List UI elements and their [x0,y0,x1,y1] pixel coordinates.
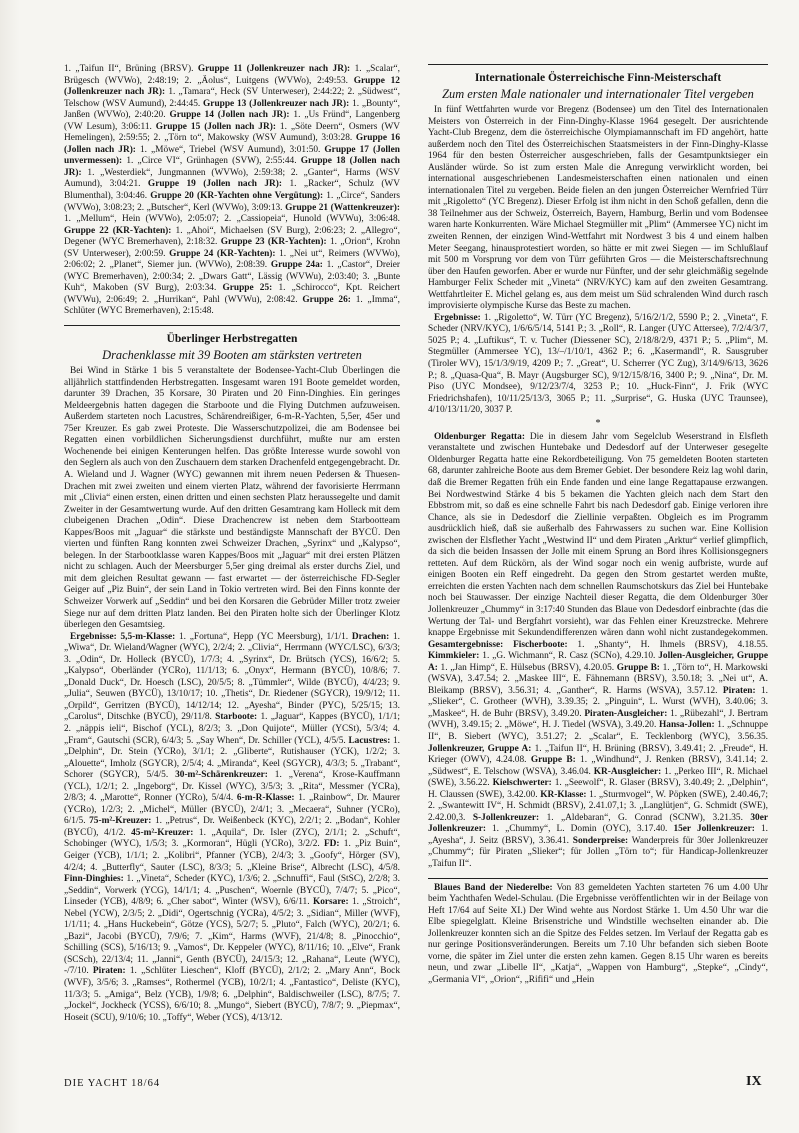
finn-meisterschaft-results [428,313,768,417]
class-label: Gruppe 14 (Jollen nach JR): [169,110,290,121]
result-text: 1. „Orion“, Krohn (SV Unterweser), 2:00:59. [64,237,401,259]
result-text: 1. „Mellum“, Hein (WVWo), 2:05:07; 2. „Cassiopeia“, Hunold (WVWu), 3:06:48. [64,214,400,225]
class-label: Jollen-Ausgleicher, Gruppe A: [428,651,768,673]
result-text: 1. „Ayesha“, J. Seitz (BRSV), 3.36.41. [428,824,768,846]
class-label: Gruppe 17 (Jollen unvermessen): [64,144,400,167]
result-text: 1. „Wiwa“, Dr. Wieland/Wagner (WYC), 2/2/4; 2. „Clivia“, Herrmann (WYC/LSC), 6/3/3; 3. „Odin“, Dr. Holleck (BYCÜ), 1/7/3; 4. „Syrinx“, Dr. Brütsch (YCS), 16/6/2; 5. „Kalypso“, Oberländer (YCRo), 11/1/13; 6. „Onyx“, Hermann (BYCÜ), 10/8/6; 7. „Donald Duck“, Dr. Hoesch (LSC), 20/5/5; 8. „Tümmler“, Wilde (BYCÜ), 4/4/23; 9. „Julia“, Seuwen (BYCÜ), 13/10/17; 10. „Thetis“, Dr. Riedener (SGYCR), 19/9/12; 11. „Orpild“, Gerritzen (BYCÜ), 14/12/14; 12. „Ayesha“, Binder (PYC), 5/25/15; 13. „Carolus“, Ditschke (BYCÜ), 29/11/8. [64,631,401,723]
herbstregatten-subheading: Drachenklasse mit 39 Booten am stärksten vertreten [102,348,362,363]
class-label: 45-m²-Kreuzer: [131,827,194,838]
result-text: 1. „Möwe“, Triebel (WSV Aumund), 3:01:50. [135,144,325,155]
result-text: 1. „Tamara“, Heck (SV Unterweser), 2:44:22; 2. „Südwest“, Telschow (WSV Aumund), 2:44:45. [64,87,400,109]
result-text: 1. „Verena“, Krose-Kauffmann (YCL), 1/2/1; 2. „Ingeborg“, Dr. Kissel (WYC), 3/5/3; 3. „Rita“, Messmer (YCRa), 2/8/3; 4. „Marotte“, Ronner (YCRo), 5/4/4. [64,770,401,804]
section-divider-top [428,64,768,65]
result-text: 1. „Piz Buin“, Geiger (YCB), 1/1/1; 2. „Kolibri“, Pfanner (YCB), 2/4/3; 3. „Goofy“, Hörger (SV), 4/2/4; 4. „Butterfly“, Sauter (LSC), 8/3/3; 5. „Kleine Brise“, Albrecht (LSC), 4/5/8. [64,839,400,873]
left-column [64,64,400,1024]
result-text: 1. „Us Fründ“, Langenberg (VW Lesum), 3:06:11. [64,110,400,132]
result-text: 1. „Circe“, Sanders (WVWo), 3:08:23; 2. „Butscher“, Kerl (WVWo), 3:09:13. [64,191,400,213]
result-text: 1. „Jan Himp“, E. Hülsebus (BRSV), 4.20.05. [437,662,617,673]
class-label: Piraten-Ausgleicher: [584,708,668,719]
class-label: Gruppe 22 (KR-Yachten): [64,225,172,236]
result-text: 1. „G. Wichmann“, R. Casz (SCNo), 4.29.10. [479,651,659,662]
class-label: 30-m²-Schärenkreuzer: [175,770,268,781]
class-label: Gruppe 25: [222,283,273,294]
result-text: 1. „Sturmvogel“, W. Pöpken (SWE), 2.40.46,7; 2. „Swantewitt IV“, H. Schmidt (BRSV), 2.41.07,1; 3. „Langlütjen“, G. Schmidt (SWE), 2.42.00,3. [428,789,768,823]
class-label: KR-Ausgleicher: [593,766,662,777]
result-text: 1. „Castor“, Dreier (WYC Bremerhaven), 2:00:34; 2. „Dwars Gatt“, Lässig (WVWu), 2:03:40; 3. „Bunte Kuh“, Makoben (SV Burg), 2:03:34. [64,260,400,294]
page-edge-shadow [0,0,20,1133]
section-separator-star: * [595,417,601,429]
finn-meisterschaft-subheading: Zum ersten Male nationaler und internationaler Titel vergeben [442,87,754,101]
class-label: Gruppe 11 (Jollenkreuzer nach JR): [197,64,351,74]
herbstregatten-results [64,632,400,1025]
class-label: Kimmkieler: [428,651,480,662]
class-label: Ergebnisse: 5,5-m-Klasse: [70,631,176,642]
result-text: 1. „Chummy“, L. Domin (OYC), 3.17.40. [485,824,674,835]
result-text: 1. „Windhund“, J. Renken (BRSV), 3.41.14; 2. „Südwest“, E. Telschow (WSVA), 3.46.04. [428,755,768,777]
result-text: 1. „Aquila“, Dr. Isler (ZYC), 2/1/1; 2. „Schuft“, Schobinger (WYC), 1/5/3; 3. „Kormoran“, Hügli (YCRo), 3/2/2. [64,827,401,850]
class-label: 6-m-R-Klasse: [236,793,295,804]
class-label: Gruppe 19 (Jollen nach JR): [147,179,283,190]
class-label: Korsare: [312,897,349,908]
class-label: Gruppe 24 (KR-Yachten): [169,248,276,259]
result-text: 1. „Scalar“, Brügesch (WVWo), 2:48:19; 2. „Äolus“, Luitgens (WVWo), 2:49:53. [64,64,401,86]
result-text: 1. „Taifun II“, H. Brüning (BRSV), 3.49.41; 2. „Freude“, H. Krieger (OWV), 4.24.08. [428,743,768,766]
result-text: 1. „Rübezahl“, J. Bertram (WVH), 3.49.15; 2. „Möwe“, H. J. Tiedel (WSVA), 3.49.20. [428,708,768,731]
class-label: Gruppe 12 (Jollenkreuzer nach JR): [64,75,400,98]
herbstregatten-heading: Überlinger Herbstregatten [166,333,298,346]
class-label: 15er Jollenkreuzer: [673,824,755,835]
class-label: Gruppe 15 (Jollen nach JR): [155,121,276,132]
class-label: Gruppe 24a: [270,260,323,271]
result-text: 1. „Söte Deern“, Osmers (WV Hemelingen), 2:59:55; 2. „Törn to“, Makowsky (WSV Aumund), 3:03:28. [64,121,401,144]
class-label: Finn-Dinghies: [64,874,124,885]
class-label: Drachen: [351,631,390,642]
class-label: Jollenkreuzer, Gruppe A: [428,743,532,754]
herbstregatten-article-text: Bei Wind in Stärke 1 bis 5 veranstaltete der Bodensee-Yacht-Club Überlingen die alljährlich stattfindenden Herbstregatten. Insgesamt waren 191 Boote gemeldet worden, darunter 39 Drachen, 35 Korsare, 30 Piraten und 20 Finn-Dinghies. Ein geringes Meldeergebnis hatten dagegen die Starboote und die Flying Dutchmen aufzuweisen. Außerdem starteten noch Lacustres, Schärendreißiger, 6-m-R-Yachten, 5,5er, 45er und 75er Kreuzer. Es gab zwei Proteste. Die Wasserschutzpolizei, die am Bodensee bei Regatten einen vorbildlichen Sicherungsdienst durchführt, mußte nur am ersten Wochenende bei einigen Kenterungen helfen. Das größte Interesse wurde sowohl von den Seglern als auch von den Zuschauern dem starken Drachenfeld entgegengebracht. Dr. A. Wieland und J. Wagner (WYC) gewannen mit ihrem neuen Pedersen & Thuesen-Drachen mit zwei zweiten und einem vierten Platz, während der favorisierte Herrmann mit „Clivia“ einen ersten, einen dritten und einen sechsten Platz heraussegelte und damit Zweiter in der Gesamtwertung wurde. Auf den dritten Gesamtrang kam Holleck mit dem clubeigenen Drachen „Odin“. Diese Drachencrew ist neben dem Starbootteam Kappes/Boos mit „Jaguar“ die stärkste und beständigste Mannschaft der BYCÜ. Den vierten und fünften Rang konnten zwei Schweizer Drachen, „Syrinx“ und „Kalypso“, belegen. In der Starbootklasse waren Kappes/Boos mit „Jaguar“ mit drei ersten Plätzen nicht zu schlagen. Auch der Meersburger 5,5er ging dreimal als erster durchs Ziel, und mit dem gleichen Resultat gewann — fast erwartet — der österreichische FD-Segler Geiger auf „Piz Buin“, der sein Land in Tokio vertreten wird. Bei den Finns konnte der Schweizer Vorwerk auf „Seddin“ und bei den Korsaren die Gebrüder Miller trotz zweier Siege nur auf dem dritten Platz landen. Bei den Piraten holte sich der Überlinger Klotz überlegen den Gesamtsieg. [64,366,400,631]
result-text: 1. „Jaguar“, Kappes (BYCÜ), 1/1/1; 2. „näppis ieli“, Bischof (YCL), 8/2/3; 3. „Don Quijote“, Müller (YCSt), 5/3/4; 4. „Fram“, Gautschi (SCR), 6/4/3; 5. „Say When“, Dr. Schiller (YCL), 4/5/5. [64,712,400,746]
class-label: Blaues Band der Niederelbe: [434,882,553,893]
result-text: 1. „Rigoletto“, W. Türr (YC Bregenz), 5/16/2/1/2, 5590 P.; 2. „Vineta“, F. Scheder (NRV/KYC), 1/6/6/5/14, 5141 P.; 3. „Roll“, R. Langer (UYC Attersee), 7/2/4/3/7, 5025 P.; 4. „Luftikus“, T. v. Tucher (Diessener SC), 2/18/8/2/9, 4371 P.; 5. „Plim“, M. Stegmüller (Ammersee YC), 13/–/1/10/1, 4362 P.; 6. „Kasermandl“, R. Sausgruber (Tiroler WV), 15/1/3/9/19, 4209 P.; 7. „Great“, U. Scherrer (YC Zug), 3/14/9/6/13, 3626 P.; 8. „Quasa-Qua“, B. Mayr (Augsburger SC), 9/12/15/8/16, 3400 P.; 9. „Nina“, Dr. M. Piso (UYC Mondsee), 9/12/23/7/4, 3253 P.; 10. „Huck-Finn“, J. Frik (WYC Friedrichshafen), 10/11/25/13/3, 3065 P.; 11. „Surprise“, G. Huska (UYC Traunsee), 4/10/13/11/20, 3037 P. [428,312,768,416]
oldenburger-regatta-text [428,432,768,871]
class-label: Piraten: [92,966,126,977]
result-text: 1. „Bounty“, Janßen (WVWo), 2:40:20. [64,98,401,121]
class-label: KR-Klasse: [540,789,587,800]
blaues-band-text [428,883,768,987]
result-text: Von 83 gemeldeten Yachten starteten 76 um 4.00 Uhr beim Yachthafen Wedel-Schulau. (Die Ergebnisse veröffentlichten wir in der Beilage von Heft 17/64 auf Seite XI.) Der Wind wehte aus Nordost Stärke 1. Um 4.50 Uhr war die Elbe spiegelglatt. Kleine Brisenstriche und Windstille wechselten einander ab. Die Jollenkreuzer konnten sich an die Spitze des Feldes setzen. Im Verlauf der Regatta gab es nur geringe Positionsveränderungen. Bereits um 7.10 Uhr befanden sich sieben Boote vorne, die später im Ziel unter die ersten zehn kamen. Gegen 8.15 Uhr waren es bereits neun, und zwar „Libelle II“, „Katja“, „Wappen von Hamburg“, „Stepke“, „Cindy“, „Germania VI“, „Orion“, „Rififi“ und „Hein [428,882,768,985]
class-label: Gruppe B: [616,662,660,673]
class-label: Gruppe 21 (Wattenkreuzer): [285,202,401,213]
result-text: 1. „Nei ut“, Reimers (WVWo), 2:06:02; 2. „Planet“, Siemer jun. (WVWo), 2:08:39. [64,248,400,271]
class-label: FD: [323,839,340,850]
result-text: 1. „Perkeo III“, R. Michael (SWE), 3.56.22. [428,766,768,789]
result-text: 1. „Schnuppe II“, B. Siebert (WYC), 3.51.27; 2. „Scalar“, E. Tecklenborg (WYC), 3.56.35. [428,720,768,742]
result-text: 1. „Seewolf“, R. Glaser (BRSV), 3.40.49; 2. „Delphin“, H. Claussen (SWE), 3.42.00. [428,778,768,800]
result-text: 1. „Slieker“, C. Grotheer (WVH), 3.39.35; 2. „Pinguin“, L. Wurst (WVH), 3.40.06; 3. „Maskee“, H. de Buhr (BRSV), 3.49.20. [428,685,768,719]
result-text: 1. „Racker“, Schulz (WV Blumenthal), 3:04:46. [64,179,400,202]
class-label: Gruppe 23 (KR-Yachten): [220,237,327,248]
result-text: 1. „Westerdiek“, Jungmannen (WVWo), 2:59:38; 2. „Ganter“, Harms (WSV Aumund), 3:04:21. [64,167,400,190]
result-text: 1. „Rainbow“, Dr. Maurer (YCRo), 1/2/3; 2. „Michel“, Müller (BYCÜ), 2/4/1; 3. „Mecaera“, Suhner (YCRo), 6/1/5. [64,793,400,827]
result-text: 1. „Shanty“, H. Ihmels (BRSV), 4.18.55. [567,639,768,650]
class-label: Gruppe 20 (KR-Yachten ohne Vergütung): [150,191,324,202]
class-label: Gruppe 18 (Jollen nach JR): [64,156,400,178]
result-text: 1. „Stroich“, Nebel (YCW), 2/3/5; 2. „Didi“, Ogertschnig (YCRa), 4/5/2; 3. „Sidian“, Miller (WVF), 1/1/11; 4. „Hans Huckebein“, Götze (YCS), 5/2/7; 5. „Pluto“, Falch (WYC), 20/2/1; 6. „Bazi“, Jacobi (BYCÜ), 7/9/6; 7. „Kim“, Harms (WVF), 21/4/8; 8. „Pinocchio“, Schilling (SCS), 5/16/13; 9. „Vamos“, Dr. Keppeler (WYC), 8/11/16; 10. „Elve“, Frank (SCSch), 22/13/4; 11. „Janni“, Genth (BYCÜ), 24/15/3; 12. „Rahana“, Leute (WYC), -/7/10. [64,897,400,977]
result-text: 1. „Törn to“, H. Markowski (WSVA), 3.47.54; 2. „Maskee III“, E. Fähnemann (BRSV), 3.50.18; 3. „Nei ut“, A. Bleikamp (BRSV), 3.56.31; 4. „Ganther“, R. Harms (WSVA), 3.57.12. [428,662,768,696]
class-label: Sonderpreise: [572,835,629,846]
result-text: 1. „Schirocco“, Kpt. Reichert (WVWu), 2:06:49; 2. „Hurrikan“, Pahl (WVWu), 2:08:42. [64,283,400,305]
result-text: 1. „Aldebaran“, G. Conrad (SCNW), 3.21.35. [539,812,751,823]
class-label: Gruppe 26: [302,294,351,305]
result-text: 1. „Taifun II“, Brüning (BRSV). [64,64,198,74]
class-label: Gesamtergebnisse: Fischerboote: [428,639,568,650]
class-label: Gruppe 16 (Jollen nach JR): [64,133,400,155]
class-label: Piraten: [722,685,756,696]
result-text: Die in diesem Jahr vom Segelclub Weserstrand in Elsfleth veranstaltete und zwischen Huntebake und Dedesdorf auf der Unterweser gesegelte Oldenburger Regatta hatte eine Rekordbeteiligung. Von 75 gemeldeten Booten starteten 68, darunter zahlreiche Boote aus dem Bremer Gebiet. Der besondere Reiz lag wohl darin, daß die Bremer Regatten früh ein Ende fanden und eine lange Regattapause erzwangen. Bei Nordwestwind Stärke 4 bis 5 bekamen die Yachten gleich nach dem Start den Ebbstrom mit, so daß es eine schnelle Fahrt bis nach Dedesdorf gab. Einige verloren ihre Chance, als sie in Dedesdorf die Ziellinie verpaßten. Obgleich es im Programm ausdrücklich hieß, daß sie außerhalb des Fahrwassers zu suchen war. Eine Kollision zwischen der Elsflether Yacht „Westwind II“ und dem Piraten „Arktur“ verlief glimpflich, da sich die beiden Insassen der Jolle mit einem Sprung an Bord ihres Kollisionsgegners retteten. Auf dem Rückörn, als der Wind sogar noch ein wenig aufbriste, wurde auf einigen Booten ein Reff eingedreht. Da gegen den Strom gestartet werden mußte, erreichten die ersten Yachten nach dem schnellen Raumschotskurs das Ziel bei Huntebake noch bei Stauwasser. Der einzige Nachteil dieser Regatta, die dem Oldenburger 30er Jollenkreuzer „Chummy“ in 3:17:40 Stunden das Blaue von Dedesdorf einbrachte (das die Wertung der Tal- und Bergfahrt vorsieht), war das Fehlen einer Kreuzstrecke. Mehrere knappe Ergebnisse mit Sekundendifferenzen wären dann wohl nicht zustandegekommen. [428,431,768,639]
class-label: 30er Jollenkreuzer: [428,812,768,835]
result-text: 1. „Imma“, Schlüter (WYC Bremerhaven), 2:15:48. [64,294,400,317]
result-text: 1. „Schlüter Lieschen“, Kloff (BYCÜ), 2/1/2; 2. „Mary Ann“, Bock (WVF), 3/5/6; 3. „Ramses“, Rothermel (YCB), 10/2/1; 4. „Fantastico“, Deliste (KYC), 11/3/3; 5. „Amiga“, Belz (YCB), 1/9/8; 6. „Delphin“, Baldischweiler (LSC), 8/7/5; 7. „Jockel“, Jockheck (YCSS), 6/6/10; 8. „Mungo“, Siebert (BYCÜ), 7/8/7; 9. „Piepmax“, Hoseit (SCU), 9/10/6; 10. „Toffy“, Weber (YCS), 4/13/12. [64,966,400,1023]
finn-meisterschaft-heading: Internationale Österreichische Finn-Meisterschaft [474,72,722,84]
class-label: Lacustres: [348,735,391,746]
result-text: 1. „Circe VI“, Grünhagen (SVW), 2:55:44. [122,156,301,167]
result-text: 1. „Vineta“, Scheder (KYC), 1/3/6; 2. „Schnuffi“, Faul (StSC), 2/2/8; 3. „Seddin“, Vorwerk (YCG), 14/1/1; 4. „Puschen“, Woernle (BYCÜ), 7/4/7; 5. „Pico“, Linseder (YCB), 4/8/9; 6. „Cher sabot“, Winter (WSV), 6/6/11. [64,874,400,908]
class-label: Gruppe B: [530,755,576,766]
footer-magazine-issue: DIE YACHT 18/64 [64,1078,161,1089]
regatta-results-continued [64,64,400,318]
footer-page-number: IX [746,1074,762,1089]
result-text: Wanderpreis für 30er Jollenkreuzer „Chummy“; für Piraten „Slieker“; für Jollen „Törn to“; für Handicap-Jollenkreuzer „Taifun II“. [428,835,769,869]
section-divider [64,325,400,326]
class-label: 75-m²-Kreuzer: [89,816,152,827]
class-label: S-Jollenkreuzer: [472,812,540,823]
result-text: 1. „Petrus“, Dr. Weißenbeck (KYC), 2/2/1; 2. „Bodan“, Kohler (BYCÜ), 4/1/2. [64,816,400,838]
finn-meisterschaft-article-text: In fünf Wettfahrten wurde vor Bregenz (Bodensee) um den Titel des Internationalen Meisters von Österreich in der Finn-Dinghy-Klasse 1964 gesegelt. Der ausrichtende Yacht-Club Bregenz, dem die österreichische Olympiamannschaft im FD angehört, hatte außerdem noch den Titel des Österreichischen Staatsmeisters in der Finn-Dinghy-Klasse 1964 für den besten Österreicher ausgeschrieben, falls der Gesamtpunktsieger ein Ausländer würde. So ist zum ersten Male die Anregung verwirklicht worden, bei international ausgeschriebenen Landesmeisterschaften einen nationalen und einen internationalen Titel zu vergeben. Beide fielen an den jungen Österreicher Wernfried Türr mit „Rigoletto“ (YC Bregenz). Dieser Erfolg ist ihm nicht in den Schoß gefallen, denn die 38 Teilnehmer aus der Schweiz, Österreich, Bayern, Hamburg, Berlin und vom Bodensee waren harte Konkurrenten. Wäre Michael Stegmüller mit „Plim“ (Ammersee YC) nicht im zweiten Rennen, der einzigen Wind-Wettfahrt mit Nordwest 3 bis 4 und einem halben Meter Seegang, hinausprotestiert worden, so hätte er mit zwei Siegen — im Schlußlauf mit 500 m Vorsprung vor dem von Türr geführten Gros — die Meisterschaftsrechnung über den Haufen geworfen. Aber er wurde nur Fünfter, und der sehr gleichmäßig segelnde Hamburger Felix Scheder mit „Vineta“ (NRV/KYC) kam auf den zweiten Gesamtrang. Wettfahrtleiter E. Michel gelang es, aus dem meist um Süd schralenden Wind durch rasch improvisierte olympische Kurse das Beste zu machen. [428,105,768,312]
class-label: Oldenburger Regatta: [434,431,525,442]
class-label: Gruppe 13 (Jollenkreuzer nach JR): [203,98,350,109]
section-divider [428,878,768,879]
result-text: 1. „Ahoi“, Michaelsen (SV Burg), 2:06:23; 2. „Allegro“, Degener (WYC Bremerhaven), 2:18:32. [64,225,401,248]
result-text: 1. „Fortuna“, Hepp (YC Meersburg), 1/1/1. [175,631,352,642]
class-label: Starboote: [215,712,258,723]
right-column [428,64,768,986]
class-label: Ergebnisse: [434,312,481,323]
class-label: Hansa-Jollen: [659,720,715,731]
class-label: Kielschwerter: [492,778,552,789]
result-text: 1. „Delphin“, Dr. Stein (YCRo), 3/1/1; 2. „Gliberte“, Rutishauser (YCK), 1/2/2; 3. „Alouette“, Imholz (SGYCR), 2/5/4; 4. „Miranda“, Keel (SGYCR), 4/3/3; 5. „Trabant“, Schorer (SGYCR), 5/4/5. [64,735,401,781]
